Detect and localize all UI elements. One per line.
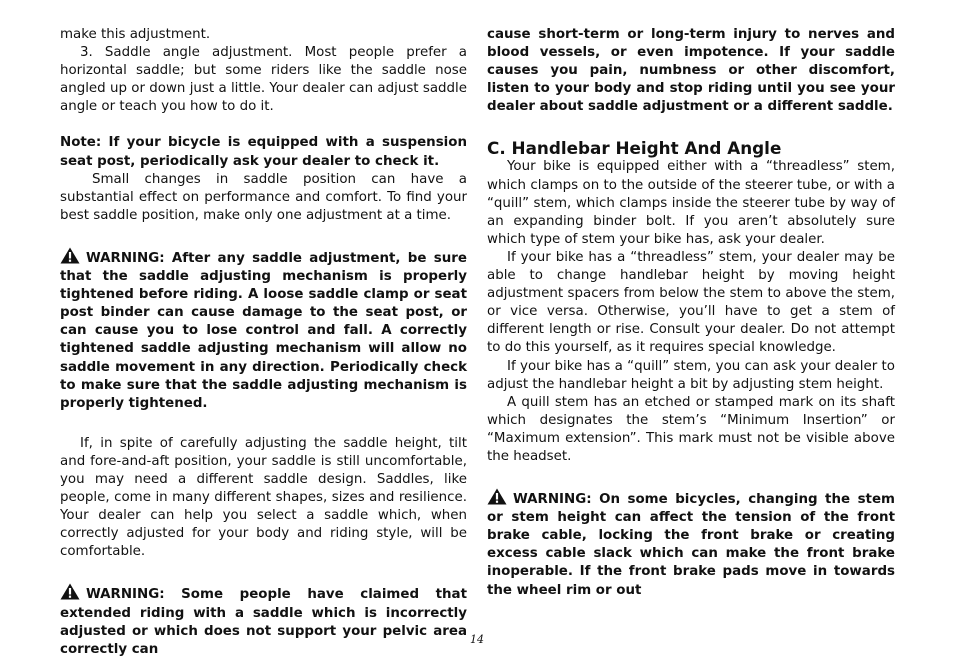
warning-block bbox=[487, 488, 895, 600]
note-text: Note: If your bicycle is equipped with a suspension seat post, periodically ask your dealer to check it. bbox=[60, 135, 467, 169]
warning-block bbox=[60, 247, 467, 413]
warning-triangle-icon bbox=[60, 583, 80, 600]
section-heading: C. Handlebar Height And Angle bbox=[487, 138, 782, 159]
paragraph: If your bike has a “threadless” stem, your dealer may be able to change handlebar height by moving height adjustment spacers from below the stem to above the stem, or vice versa. Otherwise, you’ll have to get a stem of different length or rise. Consult your dealer. Do not attempt to do this yourself, as it requires special knowledge. bbox=[487, 249, 895, 356]
warning-continuation: cause short-term or long-term injury to nerves and blood vessels, or even impotence. If your saddle causes you pain, numbness or other discomfort, listen to your body and stop riding until you see your dealer about saddle adjustment or a different saddle. bbox=[487, 27, 895, 115]
paragraph: Your bike is equipped either with a “threadless” stem, which clamps on to the outside of the steerer tube, or with a “quill” stem, which clamps inside the steerer tube by way of an expanding binder bolt. If you aren’t absolutely sure which type of stem your bike has, ask your dealer. bbox=[487, 159, 895, 247]
paragraph: If, in spite of carefully adjusting the saddle height, tilt and fore-and-aft position, your saddle is still uncomfortable, you may need a different saddle design. Saddles, like people, come in many different shapes, sizes and resilience. Your dealer can help you select a saddle which, when correctly adjusted for your body and riding style, will be comfortable. bbox=[60, 435, 467, 560]
paragraph: 3. Saddle angle adjustment. Most people prefer a horizontal saddle; but some riders like the saddle nose angled up or down just a little. Your dealer can adjust saddle angle or teach you how to do it. bbox=[60, 45, 467, 115]
paragraph: A quill stem has an etched or stamped mark on its shaft which designates the stem’s “Minimum Insertion” or “Maximum extension”. This mark must not be visible above the headset. bbox=[487, 394, 895, 464]
page-number: 14 bbox=[470, 633, 484, 646]
warning-text: WARNING: Some people have claimed that extended riding with a saddle which is incorrectly adjusted or which does not support your pelvic area correctly can bbox=[60, 587, 467, 657]
paragraph: If your bike has a “quill” stem, you can ask your dealer to adjust the handlebar height a bit by adjusting stem height. bbox=[487, 358, 895, 392]
paragraph: Small changes in saddle position can have a substantial effect on performance and comfort. To find your best saddle position, make only one adjustment at a time. bbox=[60, 171, 467, 223]
warning-triangle-icon bbox=[60, 247, 80, 264]
paragraph: make this adjustment. bbox=[60, 27, 211, 42]
warning-text: WARNING: On some bicycles, changing the stem or stem height can affect the tension of the front brake cable, locking the front brake or creating excess cable slack which can make the front brake inoperable. If the front brake pads move in towards the wheel rim or out bbox=[487, 492, 895, 598]
left-column bbox=[60, 26, 467, 659]
warning-triangle-icon bbox=[487, 488, 507, 505]
warning-text: WARNING: After any saddle adjustment, be sure that the saddle adjusting mechanism is properly tightened before riding. A loose saddle clamp or seat post binder can cause damage to the seat post, or can cause you to lose control and fall. A correctly tightened saddle adjusting mechanism will allow no saddle movement in any direction. Periodically check to make sure that the saddle adjusting mechanism is properly tightened. bbox=[60, 250, 467, 411]
right-column bbox=[487, 26, 895, 600]
